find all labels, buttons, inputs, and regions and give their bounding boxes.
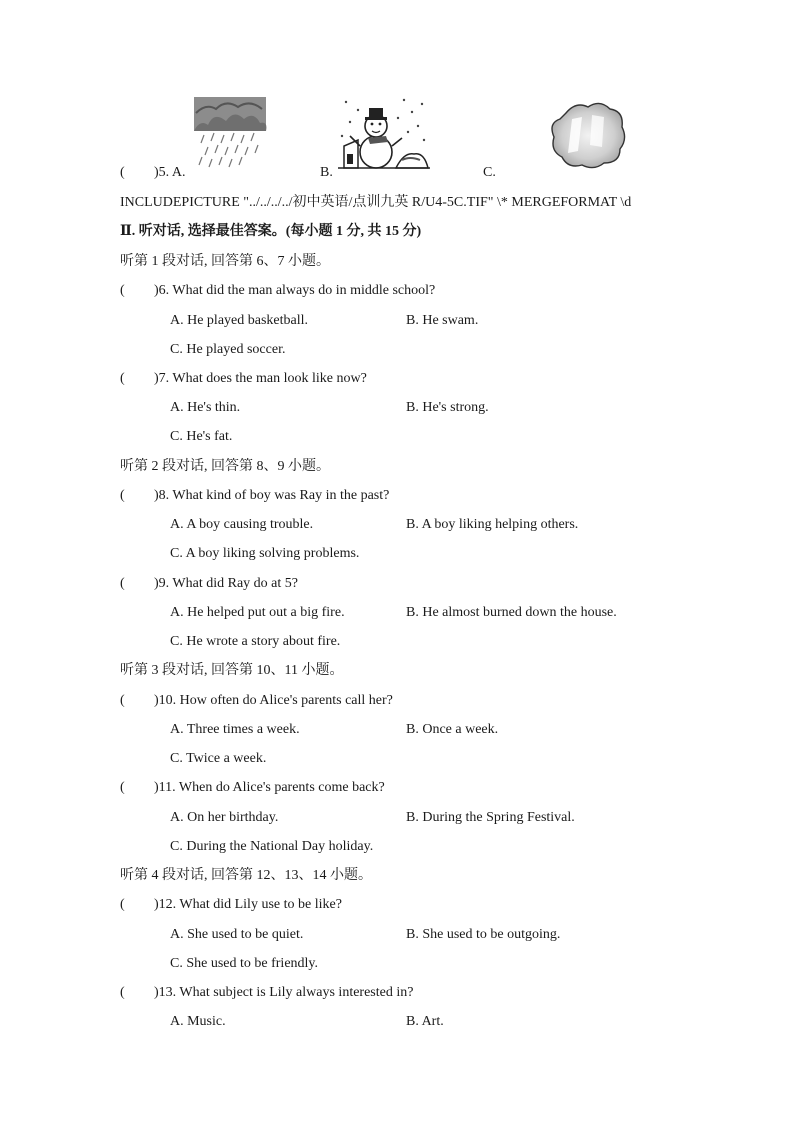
snowman-icon — [338, 96, 430, 170]
question-12-text: )12. What did Lily use to be like? — [154, 897, 342, 912]
dialogue-4-intro: 听第 4 段对话, 回答第 12、13、14 小题。 — [120, 868, 372, 883]
question-7-text: )7. What does the man look like now? — [154, 371, 367, 386]
q11-option-b: B. During the Spring Festival. — [406, 810, 575, 825]
q11-option-c: C. During the National Day holiday. — [170, 839, 374, 854]
q8-option-b: B. A boy liking helping others. — [406, 517, 579, 532]
question-6 — [120, 284, 435, 298]
answer-blank[interactable]: ( — [120, 897, 125, 912]
answer-blank[interactable]: ( — [120, 371, 125, 386]
q5-paren-open: ( — [120, 165, 125, 180]
answer-blank[interactable]: ( — [120, 693, 125, 708]
q10-option-c: C. Twice a week. — [170, 751, 267, 766]
q7-option-a: A. He's thin. — [170, 400, 241, 415]
includepicture-field-code: INCLUDEPICTURE "../../../../初中英语/点训九英 R/U4-5C.TIF" \* MERGEFORMAT \d — [120, 195, 632, 210]
q6-option-b: B. He swam. — [406, 313, 479, 328]
q5-label: 5. — [158, 165, 170, 180]
question-11-text: )11. When do Alice's parents come back? — [154, 780, 385, 795]
question-6-text: )6. What did the man always do in middle school? — [154, 283, 436, 298]
rain-cloud-icon — [192, 97, 268, 169]
q5-option-c-label: C. — [483, 165, 496, 180]
question-8-text: )8. What kind of boy was Ray in the past? — [154, 488, 390, 503]
q13-option-a: A. Music. — [170, 1014, 226, 1029]
q8-option-a: A. A boy causing trouble. — [170, 517, 314, 532]
q6-option-c: C. He played soccer. — [170, 342, 286, 357]
answer-blank[interactable]: ( — [120, 985, 125, 1000]
question-9 — [120, 577, 298, 591]
question-11 — [120, 781, 385, 795]
answer-blank[interactable]: ( — [120, 576, 125, 591]
q6-option-a: A. He played basketball. — [170, 313, 309, 328]
q7-option-c: C. He's fat. — [170, 429, 233, 444]
cloud-icon — [548, 99, 628, 171]
q5-number — [154, 166, 186, 180]
question-9-text: )9. What did Ray do at 5? — [154, 576, 298, 591]
question-12 — [120, 898, 342, 912]
answer-blank[interactable]: ( — [120, 780, 125, 795]
dialogue-3-intro: 听第 3 段对话, 回答第 10、11 小题。 — [120, 663, 344, 678]
question-8 — [120, 489, 389, 503]
q9-option-c: C. He wrote a story about fire. — [170, 634, 341, 649]
q9-option-b: B. He almost burned down the house. — [406, 605, 617, 620]
q7-option-b: B. He's strong. — [406, 400, 489, 415]
q12-option-a: A. She used to be quiet. — [170, 927, 304, 942]
q13-option-b: B. Art. — [406, 1014, 444, 1029]
section-2-title: Ⅱ. 听对话, 选择最佳答案。(每小题 1 分, 共 15 分) — [120, 224, 422, 239]
q10-option-b: B. Once a week. — [406, 722, 499, 737]
q5-paren-close: ) — [154, 165, 159, 180]
answer-blank[interactable]: ( — [120, 488, 125, 503]
question-13-text: )13. What subject is Lily always interested in? — [154, 985, 414, 1000]
dialogue-2-intro: 听第 2 段对话, 回答第 8、9 小题。 — [120, 459, 330, 474]
question-7 — [120, 372, 367, 386]
dialogue-1-intro: 听第 1 段对话, 回答第 6、7 小题。 — [120, 254, 330, 269]
q12-option-c: C. She used to be friendly. — [170, 956, 319, 971]
question-10 — [120, 694, 393, 708]
answer-blank[interactable]: ( — [120, 283, 125, 298]
q11-option-a: A. On her birthday. — [170, 810, 279, 825]
q12-option-b: B. She used to be outgoing. — [406, 927, 561, 942]
q5-option-b-label: B. — [320, 165, 333, 180]
q10-option-a: A. Three times a week. — [170, 722, 300, 737]
q9-option-a: A. He helped put out a big fire. — [170, 605, 345, 620]
question-10-text: )10. How often do Alice's parents call her? — [154, 693, 393, 708]
question-13 — [120, 986, 413, 1000]
q5-option-a-label: A. — [171, 165, 186, 180]
q8-option-c: C. A boy liking solving problems. — [170, 546, 360, 561]
